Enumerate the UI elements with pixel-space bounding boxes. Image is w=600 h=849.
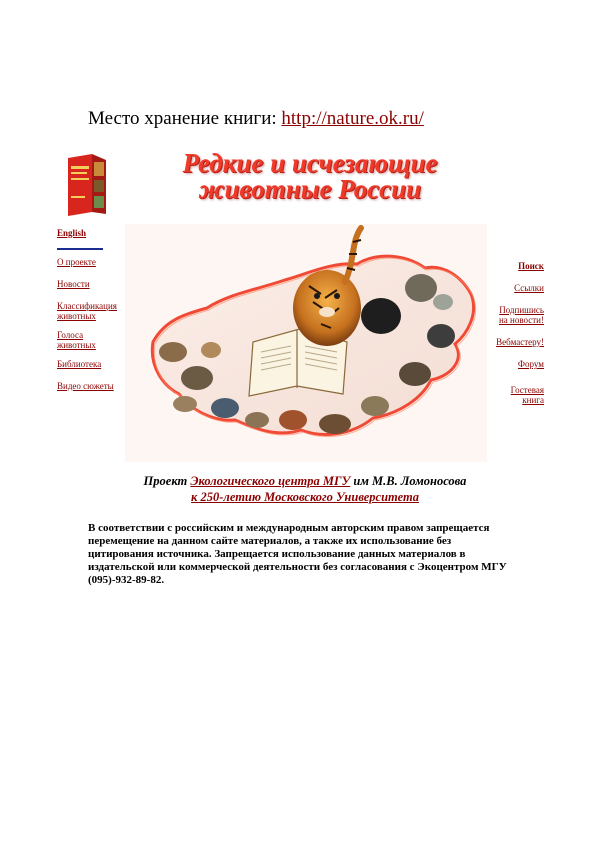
storage-label: Место хранение книги: xyxy=(88,108,277,129)
storage-line xyxy=(88,108,424,130)
nav-classification-link[interactable] xyxy=(57,301,131,321)
nav-link-text: Подпишись xyxy=(499,305,544,315)
nav-webmaster-link[interactable] xyxy=(474,337,544,347)
nav-link-text: Новости xyxy=(57,279,90,289)
eco-center-link[interactable]: Экологического центра МГУ xyxy=(190,474,351,488)
english-link[interactable]: English xyxy=(57,228,87,238)
nav-separator xyxy=(57,248,103,250)
nav-link-text-2: животных xyxy=(57,311,96,321)
nav-voices-link[interactable] xyxy=(57,330,131,350)
title-line-1: Редкие и исчезающие xyxy=(182,148,438,178)
nav-link-text: Вебмастеру! xyxy=(496,337,544,347)
russia-map-collage xyxy=(125,224,487,462)
nav-link-text: Ссылки xyxy=(514,283,544,293)
nav-subscribe-link[interactable] xyxy=(474,305,544,325)
nav-link-text: О проекте xyxy=(57,257,96,267)
nav-link-text: Форум xyxy=(517,359,544,369)
nav-news-link[interactable] xyxy=(57,279,131,289)
nav-links-link[interactable] xyxy=(474,283,544,293)
nav-video-link[interactable] xyxy=(57,381,131,391)
right-nav xyxy=(474,261,544,417)
title-line-2: животные России xyxy=(198,174,422,204)
nav-library-link[interactable] xyxy=(57,359,131,369)
project-credit xyxy=(120,473,490,505)
nav-link-text: Гостевая xyxy=(510,385,544,395)
nav-link-text: Поиск xyxy=(518,261,544,271)
site-title xyxy=(150,150,470,202)
storage-url-link[interactable]: http://nature.ok.ru/ xyxy=(281,108,424,129)
nav-guestbook-link[interactable] xyxy=(474,385,544,405)
nav-link-text-2: книга xyxy=(522,395,544,405)
nav-link-text: Видео сюжеты xyxy=(57,381,114,391)
nav-link-text-2: на новости! xyxy=(498,315,544,325)
project-prefix: Проект xyxy=(143,474,188,488)
nav-about-link[interactable] xyxy=(57,257,131,267)
nav-link-text: Голоса xyxy=(57,330,84,340)
nav-link-text: Библиотека xyxy=(57,359,102,369)
copyright-notice: В соответствии с российским и международным авторским правом запрещается перемещение на данном сайте материалов, а также их использование без цитирования источника. Запрещается использование данных материалов в издательской или коммерческой деятельности без согласования с Экоцентром МГУ (095)-932-89-82. xyxy=(88,522,507,586)
left-nav xyxy=(57,228,131,403)
nav-forum-link[interactable] xyxy=(474,359,544,369)
nav-link-text-2: животных xyxy=(57,340,96,350)
project-mid: им М.В. Ломоносова xyxy=(353,474,467,488)
book-cover-image xyxy=(62,152,110,218)
nav-link-text: Классификация xyxy=(57,301,117,311)
nav-search-link[interactable] xyxy=(474,261,544,271)
anniversary-link[interactable]: к 250-летию Московского Университета xyxy=(191,490,419,504)
